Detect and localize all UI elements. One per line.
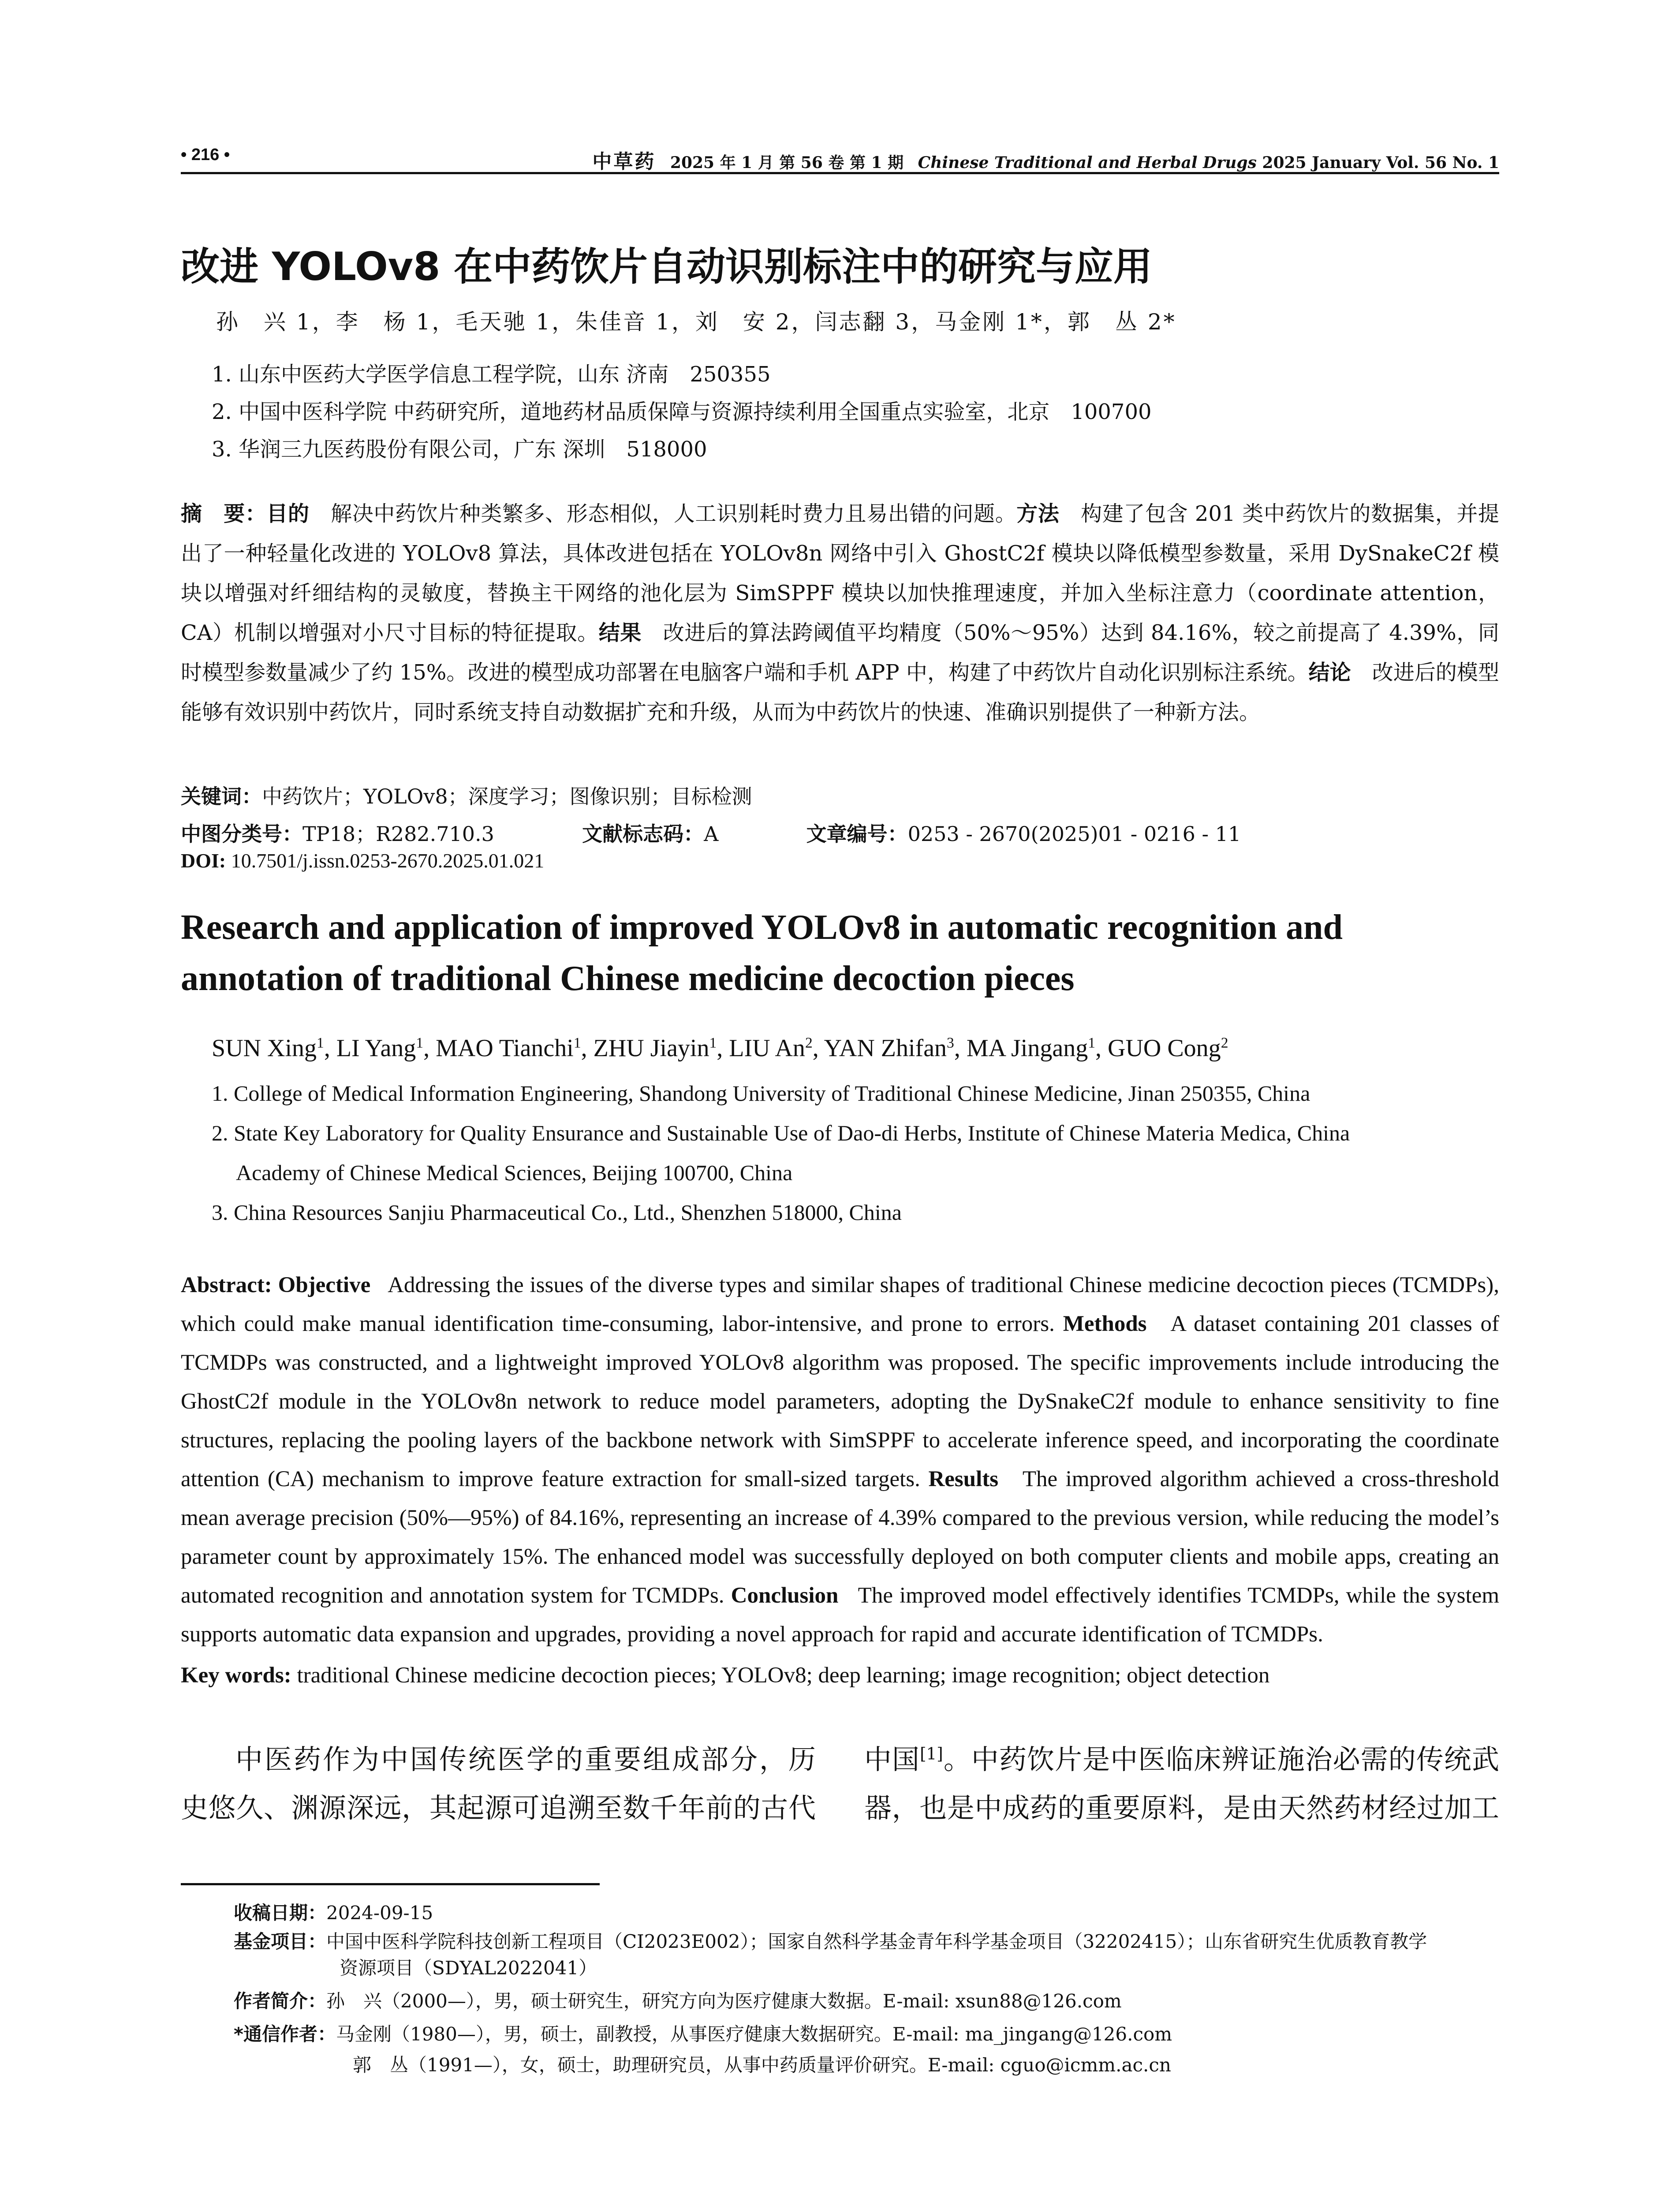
author-en: SUN Xing <box>212 1035 317 1062</box>
abstract-en-conclusion: The improved model effectively identifies TCMDPs, while the system supports automatic data expansion and upgrades, providing a novel approach for rapid and accurate identification of TCMDPs. <box>181 1583 1499 1647</box>
received-date: 2024-09-15 <box>326 1902 433 1924</box>
author-en-aff: 2 <box>1221 1035 1228 1051</box>
corresponding-1: 马金刚（1980—），男，硕士，副教授，从事医疗健康大数据研究。E-mail: ma_jingang@126.com <box>336 2023 1172 2045</box>
affiliation-cn-3: 3. 华润三九医药股份有限公司，广东 深圳 518000 <box>212 437 707 462</box>
abstract-en-methods: A dataset containing 201 classes of TCMDPs was constructed, and a lightweight improved YOLOv8 algorithm was proposed. The specific improvements include introducing the GhostC2f module in the YOLOv8n network to reduce model parameters, adopting the DySnakeC2f module to enhance sensitivity to fine structures, replacing the pooling layers of the backbone network with SimSPPF to accelerate inference speed, and incorporating the coordinate attention (CA) mechanism to improve feature extraction for small-sized targets. <box>181 1312 1500 1491</box>
author-en: LIU An <box>729 1035 805 1062</box>
doi-value: 10.7501/j.issn.0253-2670.2025.01.021 <box>231 849 545 872</box>
abstract-cn-results-label: 结果 <box>598 620 642 645</box>
body-column-left <box>181 1735 816 1832</box>
author-en-aff: 1 <box>416 1035 424 1051</box>
abstract-cn-methods: 构建了包含 201 类中药饮片的数据集，并提出了一种轻量化改进的 YOLOv8 算法，具体改进包括在 YOLOv8n 网络中引入 GhostC2f 模块以降低模型参数量，采用 DySnakeC2f 模块以增强对纤细结构的灵敏度，替换主干网络的池化层为 SimSPPF 模块以加快推理速度，并加入坐标注意力（coordinate attention，CA）机制以增强对小尺寸目标的特征提取。 <box>181 501 1499 645</box>
authors-en: SUN Xing$^1$, LI Yang$^1$, MAO Tianchi$^1$, ZHU Jiayin$^1$, LIU An$^2$, YAN Zhifan$^3$, MA Jingang$^1$, GUO Cong$^2$ <box>212 1035 1228 1062</box>
author-en-aff: 1 <box>1088 1035 1095 1051</box>
author-en: GUO Cong <box>1108 1035 1221 1062</box>
body-column-right <box>864 1735 1499 1832</box>
author-en: ZHU Jiayin <box>593 1035 709 1062</box>
affiliation-cn-2: 2. 中国中医科学院 中药研究所，道地药材品质保障与资源持续利用全国重点实验室，北京 100700 <box>212 400 1152 424</box>
footnote-author <box>234 1987 1122 2013</box>
author-en: MA Jingang <box>966 1035 1088 1062</box>
footnote-corresponding <box>234 2020 1172 2046</box>
body-right-text-pre: 中国 <box>864 1743 920 1775</box>
issue-en: 2025 January Vol. 56 No. 1 <box>1262 153 1499 172</box>
keywords-cn-label: 关键词： <box>181 785 262 808</box>
footnote-received <box>234 1899 433 1925</box>
issue-cn: 2025 年 1 月 第 56 卷 第 1 期 <box>670 153 904 172</box>
author-en: LI Yang <box>336 1035 416 1062</box>
citation-ref[interactable]: [1] <box>920 1744 943 1764</box>
author-en: MAO Tianchi <box>436 1035 574 1062</box>
keywords-en-text: traditional Chinese medicine decoction pieces; YOLOv8; deep learning; image recognition; object detection <box>297 1663 1270 1688</box>
article-no-label: 文章编号： <box>806 822 908 846</box>
journal-header <box>592 146 1499 174</box>
abstract-en <box>181 1266 1499 1654</box>
author-en-aff: 2 <box>805 1035 813 1051</box>
keywords-cn <box>181 781 752 810</box>
footnote-fund <box>234 1927 1427 1954</box>
keywords-en-label: Key words: <box>181 1663 291 1688</box>
abstract-cn <box>181 494 1499 732</box>
footnote-rule <box>181 1883 600 1885</box>
body-right-line-1 <box>864 1735 1499 1784</box>
author-en-aff: 3 <box>947 1035 954 1051</box>
author-en: YAN Zhifan <box>824 1035 947 1062</box>
body-left-line-1: 中医药作为中国传统医学的重要组成部分，历 <box>235 1743 816 1775</box>
abstract-en-label: Abstract: <box>181 1273 272 1297</box>
fund-line-1: 中国中医科学院科技创新工程项目（CI2023E002）；国家自然科学基金青年科学基金项目（32202415）；山东省研究生优质教育教学 <box>326 1931 1427 1952</box>
doc-code-value: A <box>704 822 719 846</box>
corresponding-label: *通信作者： <box>234 2023 336 2045</box>
clc-value: TP18；R282.710.3 <box>302 822 494 846</box>
author-en-aff: 1 <box>709 1035 717 1051</box>
body-left-line-2: 史悠久、渊源深远，其起源可追溯至数千年前的古代 <box>181 1792 816 1824</box>
clc-label: 中图分类号： <box>181 822 302 846</box>
affiliation-en-1: 1. College of Medical Information Engineering, Shandong University of Traditional Chinese Medicine, Jinan 250355, China <box>212 1081 1310 1106</box>
keywords-en <box>181 1656 1269 1695</box>
abstract-cn-conclusion-label: 结论 <box>1308 660 1351 685</box>
abstract-en-objective: Addressing the issues of the diverse types and similar shapes of traditional Chinese medicine decoction pieces (TCMDPs), which could make manual identification time-consuming, labor-intensive, and prone to errors. <box>181 1273 1500 1336</box>
corresponding-2: 郭 丛（1991—），女，硕士，助理研究员，从事中药质量评价研究。E-mail: cguo@icmm.ac.cn <box>353 2054 1171 2076</box>
abstract-cn-label: 摘 要： <box>181 501 267 526</box>
article-no-value: 0253 - 2670(2025)01 - 0216 - 11 <box>907 822 1241 846</box>
abstract-cn-conclusion: 改进后的模型能够有效识别中药饮片，同时系统支持自动数据扩充和升级，从而为中药饮片的快速、准确识别提供了一种新方法。 <box>181 660 1499 725</box>
journal-logo-cn: 中草药 <box>592 150 656 173</box>
abstract-cn-objective: 解决中药饮片种类繁多、形态相似，人工识别耗时费力且易出错的问题。 <box>309 501 1017 526</box>
authors-cn: 孙 兴 1，李 杨 1，毛天驰 1，朱佳音 1，刘 安 2，闫志翻 3，马金刚 1*，郭 丛 2* <box>216 309 1176 335</box>
received-label: 收稿日期： <box>234 1902 327 1924</box>
abstract-en-methods-label: Methods <box>1063 1312 1147 1336</box>
doc-code-label: 文献标志码： <box>582 822 704 846</box>
author-en-aff: 1 <box>317 1035 324 1051</box>
doi-line <box>181 849 544 872</box>
fund-label: 基金项目： <box>234 1931 327 1952</box>
abstract-en-objective-label: Objective <box>278 1273 371 1297</box>
page-number: • 216 • <box>181 146 230 164</box>
abstract-cn-methods-label: 方法 <box>1016 501 1060 526</box>
body-right-text-post: 。中药饮片是中医临床辨证施治必需的传统武 <box>943 1743 1499 1775</box>
doi-label: DOI: <box>181 849 226 872</box>
classification-line <box>181 818 1241 847</box>
title-en: Research and application of improved YOLOv8 in automatic recognition and annotation of traditional Chinese medicine decoction pieces <box>181 908 1343 998</box>
abstract-en-results-label: Results <box>928 1467 999 1491</box>
abstract-en-results: The improved algorithm achieved a cross-threshold mean average precision (50%—95%) of 84.16%, representing an increase of 4.39% compared to the previous version, while reducing the model’s parameter count by approximately 15%. The enhanced model was successfully deployed on both computer clients and mobile apps, creating an automated recognition and annotation system for TCMDPs. <box>181 1467 1500 1608</box>
affiliation-cn-1: 1. 山东中医药大学医学信息工程学院，山东 济南 250355 <box>212 362 771 387</box>
fund-line-2: 资源项目（SDYAL2022041） <box>340 1957 597 1979</box>
affiliation-en-3: 3. China Resources Sanjiu Pharmaceutical Co., Ltd., Shenzhen 518000, China <box>212 1200 902 1225</box>
running-header <box>181 132 1499 174</box>
author-bio: 孙 兴（2000—），男，硕士研究生，研究方向为医疗健康大数据。E-mail: xsun88@126.com <box>326 1990 1122 2012</box>
affiliation-en-2-cont: Academy of Chinese Medical Sciences, Beijing 100700, China <box>236 1160 793 1185</box>
title-cn: 改进 YOLOv8 在中药饮片自动识别标注中的研究与应用 <box>181 244 1153 289</box>
keywords-cn-text: 中药饮片；YOLOv8；深度学习；图像识别；目标检测 <box>262 785 752 808</box>
journal-name-en: Chinese Traditional and Herbal Drugs <box>918 153 1257 172</box>
abstract-cn-objective-label: 目的 <box>266 501 310 526</box>
abstract-en-conclusion-label: Conclusion <box>731 1583 839 1608</box>
body-right-line-2: 器，也是中成药的重要原料，是由天然药材经过加工 <box>864 1792 1499 1824</box>
author-bio-label: 作者简介： <box>234 1990 327 2012</box>
abstract-cn-results: 改进后的算法跨阈值平均精度（50%～95%）达到 84.16%，较之前提高了 4.39%，同时模型参数量减少了约 15%。改进的模型成功部署在电脑客户端和手机 APP 中，构建了中药饮片自动化识别标注系统。 <box>181 620 1499 685</box>
affiliation-en-2: 2. State Key Laboratory for Quality Ensurance and Sustainable Use of Dao-di Herbs, Institute of Chinese Materia Medica, China <box>212 1121 1350 1145</box>
author-en-aff: 1 <box>573 1035 581 1051</box>
